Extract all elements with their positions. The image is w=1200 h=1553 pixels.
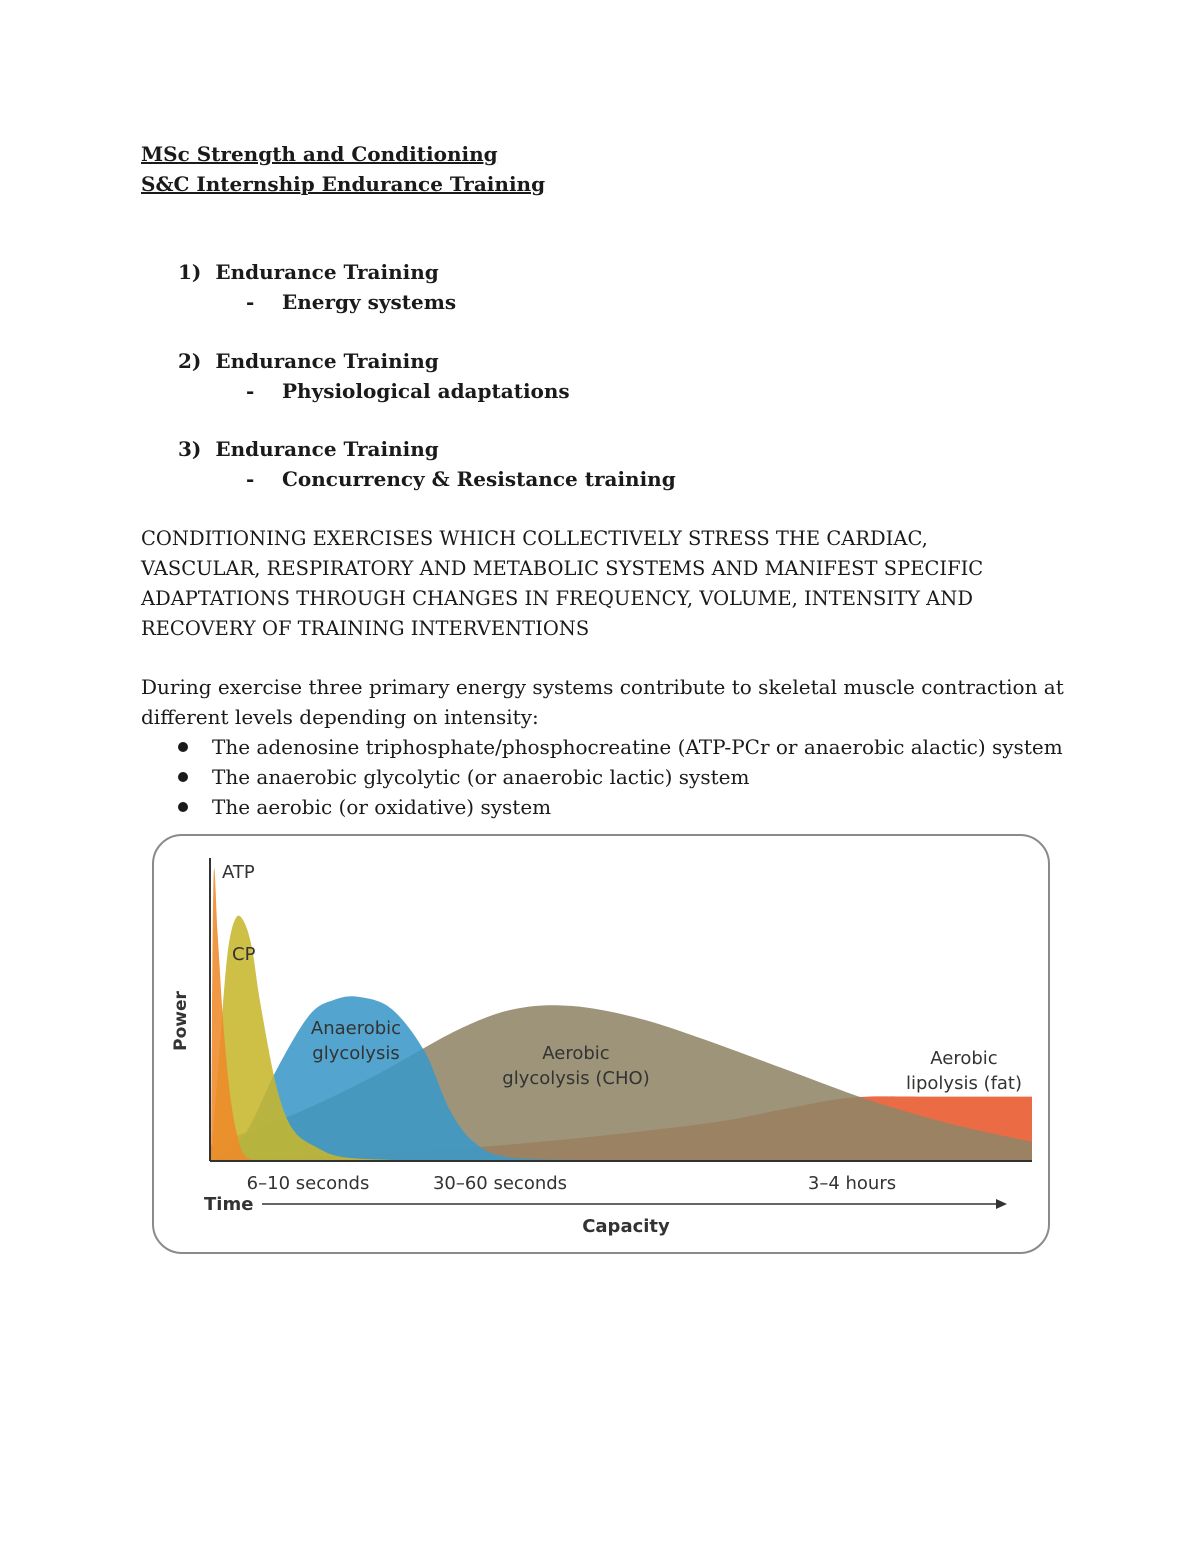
document-title: S&C Internship Endurance Training <box>141 172 546 196</box>
time-tick-label: 3–4 hours <box>807 1173 897 1194</box>
series-label-aerobic-lipolysis: lipolysis (fat) <box>905 1073 1023 1094</box>
time-label: Time <box>204 1194 254 1215</box>
series-label-cp: CP <box>232 944 256 965</box>
list-item <box>141 792 1063 822</box>
series-label-anaerobic-glycolysis: glycolysis <box>312 1043 400 1064</box>
list-item-text: The anaerobic glycolytic (or anaerobic lactic) system <box>212 765 750 789</box>
time-tick-label: 30–60 seconds <box>432 1173 568 1194</box>
course-title: MSc Strength and Conditioning <box>141 142 498 166</box>
definition-line: ADAPTATIONS THROUGH CHANGES IN FREQUENCY, VOLUME, INTENSITY AND <box>141 587 973 610</box>
outline-subitem-3 <box>246 467 676 491</box>
outline-subitem-1 <box>246 290 456 314</box>
outline-subheading: Concurrency & Resistance training <box>282 467 676 491</box>
outline-subheading: Energy systems <box>282 290 457 314</box>
outline-item-2 <box>178 349 439 373</box>
definition-line: VASCULAR, RESPIRATORY AND METABOLIC SYSTEMS AND MANIFEST SPECIFIC <box>141 557 984 580</box>
outline-dash: - <box>246 379 255 403</box>
outline-heading: Endurance Training <box>215 349 439 373</box>
y-axis-label: Power <box>171 991 191 1051</box>
outline-item-1 <box>178 260 439 284</box>
outline-subheading: Physiological adaptations <box>282 379 570 403</box>
chart-areas <box>211 868 1032 1160</box>
outline-subitem-2 <box>246 379 570 403</box>
series-label-aerobic-lipolysis: Aerobic <box>930 1048 998 1069</box>
time-tick-label: 6–10 seconds <box>246 1173 370 1194</box>
intro-paragraph <box>141 672 1081 732</box>
definition-line: CONDITIONING EXERCISES WHICH COLLECTIVELY STRESS THE CARDIAC, <box>141 527 928 550</box>
bullet-icon <box>178 742 188 752</box>
series-label-aerobic-glycolysis: glycolysis (CHO) <box>502 1068 650 1089</box>
definition-paragraph <box>141 524 1061 644</box>
intro-line: During exercise three primary energy systems contribute to skeletal muscle contraction at <box>141 675 1064 699</box>
time-arrow-icon <box>996 1199 1007 1209</box>
outline-dash: - <box>246 290 255 314</box>
outline-number: 3) <box>178 437 202 461</box>
series-label-atp: ATP <box>222 862 255 883</box>
bullet-icon <box>178 802 188 812</box>
bullet-icon <box>178 772 188 782</box>
list-item-text: The adenosine triphosphate/phosphocreatine (ATP-PCr or anaerobic alactic) system <box>212 735 1063 759</box>
definition-line: RECOVERY OF TRAINING INTERVENTIONS <box>141 617 590 640</box>
outline-number: 1) <box>178 260 202 284</box>
list-item <box>141 732 1063 762</box>
outline-item-3 <box>178 437 439 461</box>
list-item <box>141 762 1063 792</box>
energy-systems-chart <box>154 836 1048 1252</box>
outline-heading: Endurance Training <box>215 437 439 461</box>
series-label-aerobic-glycolysis: Aerobic <box>542 1043 610 1064</box>
series-label-anaerobic-glycolysis: Anaerobic <box>310 1018 402 1039</box>
outline-number: 2) <box>178 349 202 373</box>
outline-dash: - <box>246 467 255 491</box>
intro-line: different levels depending on intensity: <box>141 705 539 729</box>
energy-systems-list <box>141 732 1063 822</box>
x-axis-label: Capacity <box>582 1216 670 1237</box>
energy-systems-figure <box>152 834 1050 1254</box>
list-item-text: The aerobic (or oxidative) system <box>212 795 552 819</box>
outline-heading: Endurance Training <box>215 260 439 284</box>
